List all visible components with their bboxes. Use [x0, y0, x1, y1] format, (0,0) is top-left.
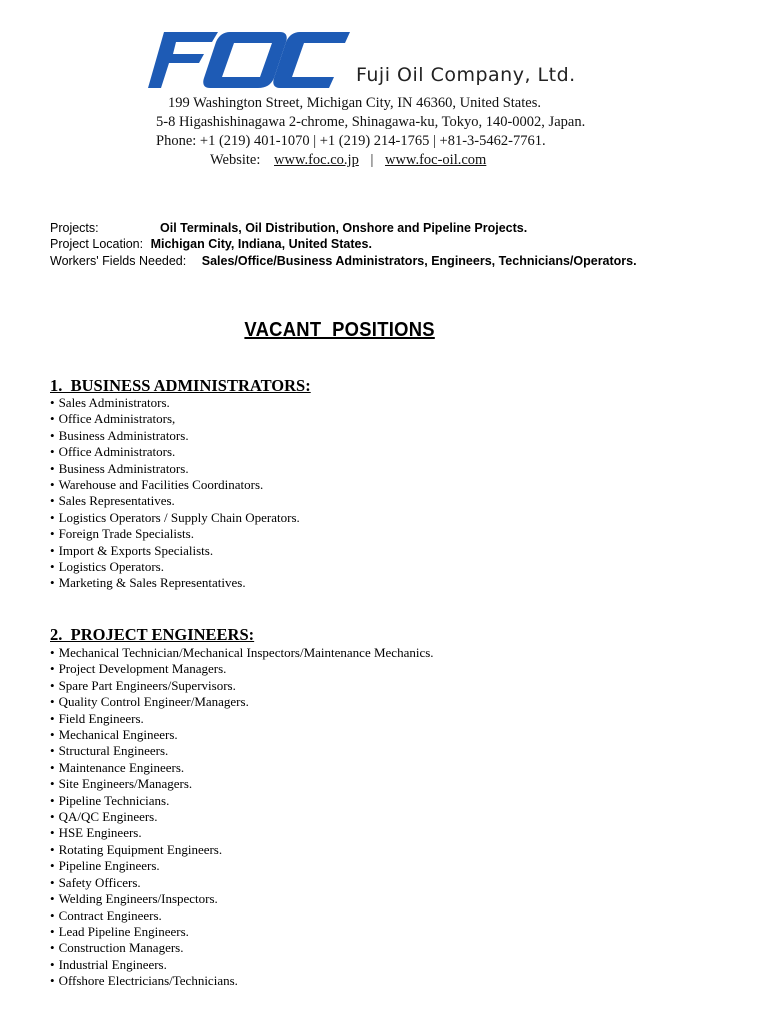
foc-logo — [146, 32, 350, 88]
list-item — [50, 575, 300, 591]
bullet-mark: • — [50, 509, 55, 525]
bullet-mark: • — [50, 694, 55, 710]
bullet-mark: • — [50, 727, 55, 743]
list-item-text: Structural Engineers. — [58, 743, 169, 759]
address-japan: 5-8 Higashishinagawa 2-chrome, Shinagawa-ku, Tokyo, 140-0002, Japan. — [156, 114, 586, 130]
bullet-mark: • — [50, 542, 55, 558]
fields-row — [50, 253, 637, 269]
list-item — [50, 908, 434, 924]
website-line — [0, 151, 768, 170]
bullet-mark: • — [50, 759, 55, 775]
list-item — [50, 526, 300, 542]
list-item — [50, 395, 300, 411]
list-item — [50, 510, 300, 526]
location-value: Michigan City, Indiana, United States. — [150, 237, 372, 251]
list-item — [50, 973, 434, 989]
bullet-mark: • — [50, 858, 55, 874]
list-item-text: Project Development Managers. — [58, 661, 227, 677]
list-item-text: Contract Engineers. — [58, 907, 162, 923]
list-item — [50, 760, 434, 776]
list-item — [50, 793, 434, 809]
bullet-mark: • — [50, 956, 55, 972]
section-title-project-engineers: 2. PROJECT ENGINEERS: — [50, 625, 255, 644]
bullet-mark: • — [50, 923, 55, 939]
list-item-text: Business Administrators. — [58, 460, 189, 476]
list-item — [50, 461, 300, 477]
bullet-mark: • — [50, 792, 55, 808]
bullet-mark: • — [50, 444, 55, 460]
list-item-text: Office Administrators, — [58, 411, 176, 427]
bullet-mark: • — [50, 743, 55, 759]
bullet-mark: • — [50, 809, 55, 825]
bullet-mark: • — [50, 677, 55, 693]
business-administrators-list — [50, 395, 300, 592]
list-item-text: Field Engineers. — [58, 710, 144, 726]
list-item — [50, 743, 434, 759]
bullet-mark: • — [50, 427, 55, 443]
list-item — [50, 776, 434, 792]
website-separator: | — [370, 152, 374, 168]
list-item-text: Business Administrators. — [58, 427, 189, 443]
list-item-text: Pipeline Engineers. — [58, 858, 160, 874]
list-item-text: Logistics Operators / Supply Chain Operators. — [58, 509, 300, 525]
list-item-text: Pipeline Technicians. — [58, 792, 170, 808]
bullet-mark: • — [50, 559, 55, 575]
list-item — [50, 891, 434, 907]
list-item — [50, 411, 300, 427]
company-name: Fuji Oil Company, Ltd. — [356, 64, 576, 86]
list-item-text: Rotating Equipment Engineers. — [58, 841, 223, 857]
list-item — [50, 875, 434, 891]
list-item — [50, 493, 300, 509]
list-item-text: Warehouse and Facilities Coordinators. — [58, 477, 264, 493]
list-item — [50, 711, 434, 727]
list-item-text: Import & Exports Specialists. — [58, 542, 214, 558]
list-item-text: Marketing & Sales Representatives. — [58, 575, 246, 591]
bullet-mark: • — [50, 661, 55, 677]
list-item — [50, 957, 434, 973]
vacant-positions-heading: VACANT POSITIONS — [244, 319, 435, 341]
website-link-foc-co-jp[interactable]: www.foc.co.jp — [274, 152, 359, 168]
list-item-text: Foreign Trade Specialists. — [58, 526, 194, 542]
bullet-mark: • — [50, 825, 55, 841]
list-item-text: Lead Pipeline Engineers. — [58, 923, 189, 939]
list-item-text: Industrial Engineers. — [58, 956, 167, 972]
bullet-mark: • — [50, 645, 55, 660]
bullet-mark: • — [50, 411, 55, 427]
list-item-text: Mechanical Technician/Mechanical Inspectors/Maintenance Mechanics. — [58, 645, 434, 660]
list-item-text: Maintenance Engineers. — [58, 759, 185, 775]
list-item — [50, 809, 434, 825]
list-item-text: Sales Administrators. — [58, 395, 170, 410]
section-title-business-administrators: 1. BUSINESS ADMINISTRATORS: — [50, 376, 311, 395]
list-item-text: Safety Officers. — [58, 874, 141, 890]
list-item — [50, 444, 300, 460]
bullet-mark: • — [50, 526, 55, 542]
list-item-text: Spare Part Engineers/Supervisors. — [58, 677, 236, 693]
bullet-mark: • — [50, 395, 55, 410]
fields-label: Workers' Fields Needed: — [50, 254, 187, 268]
website-label: Website: — [210, 152, 261, 168]
list-item — [50, 559, 300, 575]
projects-label: Projects: — [50, 221, 99, 235]
list-item-text: QA/QC Engineers. — [58, 809, 158, 825]
list-item — [50, 825, 434, 841]
list-item — [50, 842, 434, 858]
bullet-mark: • — [50, 874, 55, 890]
bullet-mark: • — [50, 940, 55, 956]
address-us: 199 Washington Street, Michigan City, IN 46360, United States. — [168, 95, 541, 111]
location-label: Project Location: — [50, 237, 144, 251]
list-item-text: Site Engineers/Managers. — [58, 776, 193, 792]
project-engineers-list — [50, 645, 434, 990]
list-item — [50, 645, 434, 661]
list-item — [50, 924, 434, 940]
list-item-text: HSE Engineers. — [58, 825, 142, 841]
list-item — [50, 543, 300, 559]
bullet-mark: • — [50, 907, 55, 923]
projects-row — [50, 220, 528, 236]
projects-value: Oil Terminals, Oil Distribution, Onshore and Pipeline Projects. — [160, 221, 528, 235]
list-item-text: Logistics Operators. — [58, 559, 164, 575]
list-item — [50, 678, 434, 694]
list-item-text: Office Administrators. — [58, 444, 176, 460]
bullet-mark: • — [50, 891, 55, 907]
bullet-mark: • — [50, 710, 55, 726]
list-item — [50, 661, 434, 677]
phone-numbers: Phone: +1 (219) 401-1070 | +1 (219) 214-1765 | +81-3-5462-7761. — [156, 133, 546, 149]
list-item — [50, 727, 434, 743]
list-item-text: Sales Representatives. — [58, 493, 175, 509]
list-item-text: Quality Control Engineer/Managers. — [58, 694, 249, 710]
list-item — [50, 428, 300, 444]
fields-value: Sales/Office/Business Administrators, Engineers, Technicians/Operators. — [201, 254, 637, 268]
bullet-mark: • — [50, 493, 55, 509]
list-item-text: Offshore Electricians/Technicians. — [58, 973, 238, 989]
list-item — [50, 477, 300, 493]
website-link-foc-oil-com[interactable]: www.foc-oil.com — [384, 152, 487, 168]
bullet-mark: • — [50, 575, 55, 591]
bullet-mark: • — [50, 973, 55, 989]
bullet-mark: • — [50, 460, 55, 476]
bullet-mark: • — [50, 841, 55, 857]
list-item-text: Mechanical Engineers. — [58, 727, 178, 743]
bullet-mark: • — [50, 477, 55, 493]
list-item-text: Welding Engineers/Inspectors. — [58, 891, 218, 907]
list-item-text: Construction Managers. — [58, 940, 184, 956]
list-item — [50, 858, 434, 874]
location-row — [50, 236, 372, 252]
list-item — [50, 694, 434, 710]
list-item — [50, 940, 434, 956]
bullet-mark: • — [50, 776, 55, 792]
